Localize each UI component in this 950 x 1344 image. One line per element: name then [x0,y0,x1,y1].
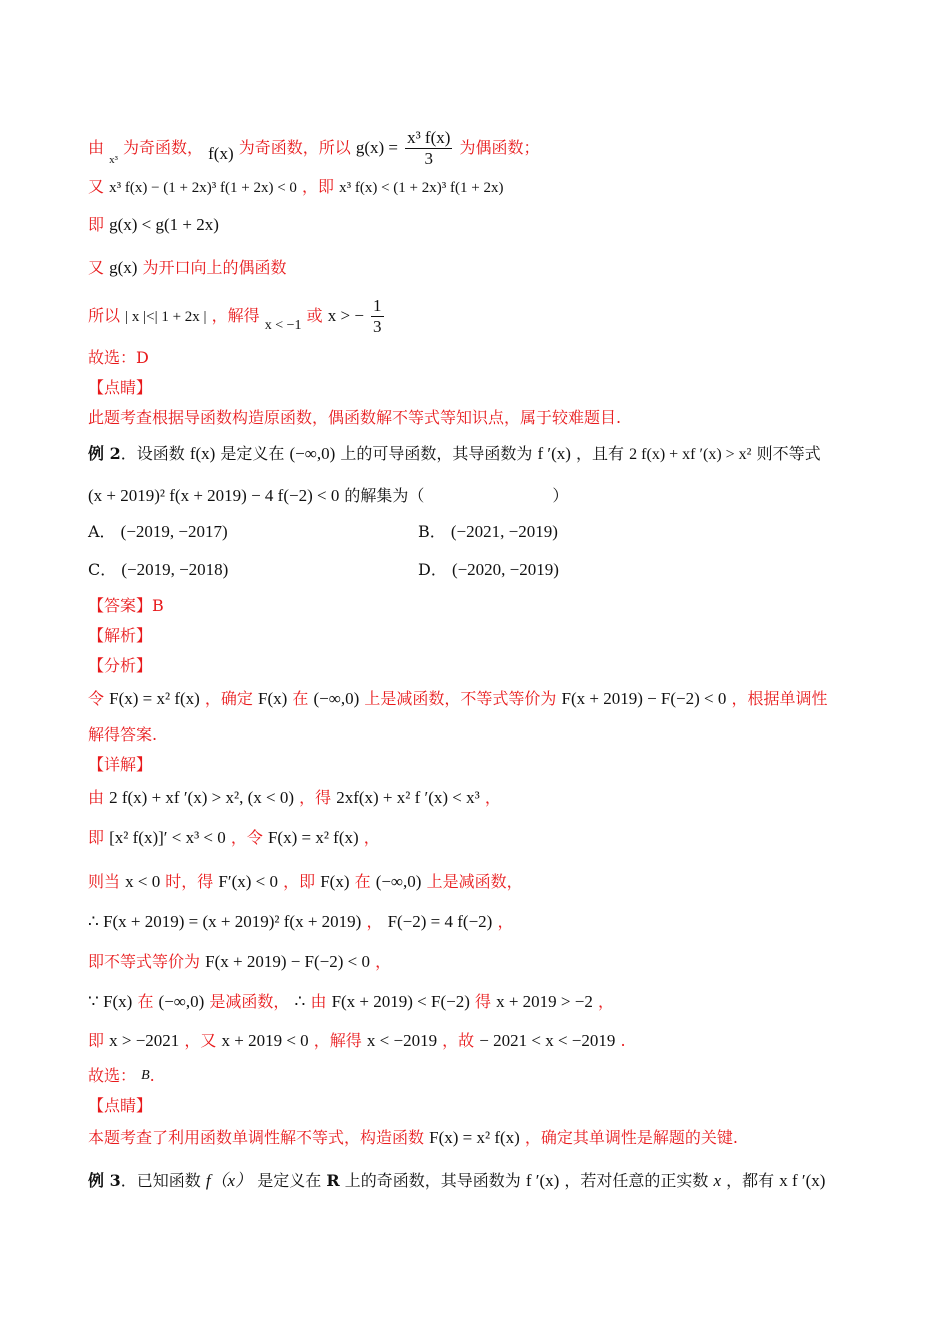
comment-heading: 【点睛】 [88,378,153,397]
math-F-neg2: F(−2) = 4 f(−2) [387,912,493,931]
option-b [418,521,558,543]
therefore-symbol: ∴ [294,992,306,1011]
text: ，解得 [313,1031,362,1050]
text: . [620,1031,626,1050]
option-c [88,559,228,581]
text: 得 [474,992,491,1011]
option-label: A． [88,522,116,541]
text: 上的可导函数，其导函数为 [340,444,533,463]
text: 则当 [88,872,121,891]
text: 所以 [88,306,121,325]
fraction-one-third [371,296,384,337]
math-f-x: f(x) [189,444,216,463]
math-inequality: [x² f(x)]′ < x³ < 0 [109,828,226,847]
math-inequality: x³ f(x) − (1 + 2x)³ f(1 + 2x) < 0 [109,180,297,196]
math-F-def: F(x) = x² f(x) [429,1128,520,1147]
text: 或 [306,306,323,325]
fraction-numerator: x³ f(x) [407,128,451,147]
example-2-question-line-2 [88,485,890,507]
text: 在 [292,689,309,708]
text: 即 [88,1031,105,1050]
option-value: (−2020, −2019) [451,560,559,579]
option-d [418,559,559,581]
text: 是定义在 [220,444,285,463]
math-B: B [141,1068,150,1083]
text: 故选： [88,1066,137,1085]
text: 为奇函数，所以 [238,138,351,157]
solution-line-1 [88,128,890,171]
math-F-expansion: ∴ F(x + 2019) = (x + 2019)² f(x + 2019) [88,912,362,931]
option-value: (−2021, −2019) [450,522,558,541]
math-inequality: x < −2019 [366,1031,438,1050]
math-x-negative: x < 0 [125,872,161,891]
math-x-f-prime: x f ′(x) [779,1171,826,1190]
answer-heading: 【答案】B [88,596,164,615]
answer-choice-line: 故选：D [88,348,149,367]
fraction-denominator: 3 [424,149,433,168]
math-target-inequality: (x + 2019)² f(x + 2019) − 4 f(−2) < 0 [88,486,340,505]
math-interval: (−∞,0) [158,992,205,1011]
breakdown-heading: 【分析】 [88,656,153,675]
math-solution-interval: − 2021 < x < −2019 [479,1031,616,1050]
example-2-question-line-1 [88,443,890,466]
text: 上是减函数， [426,872,523,891]
option-value: (−2019, −2018) [121,560,229,579]
text: 的解集为（ ） [344,486,569,505]
math-derivative: f ′(x) [537,444,571,463]
math-g-x: g(x) [109,258,138,277]
text: ， [497,912,514,931]
math-abs-inequality: | x |<| 1 + 2x | [125,309,207,325]
text: ，确定 [204,689,253,708]
math-inequality: g(x) < g(1 + 2x) [109,215,219,234]
text: ，即 [283,872,316,891]
text: 即 [88,828,105,847]
text: . [149,1066,155,1085]
math-F-prime: F′(x) < 0 [218,872,278,891]
detail-line-8 [88,1065,890,1087]
text: ， [366,912,383,931]
fraction-numerator: 1 [373,296,382,315]
math-inequality: x³ f(x) < (1 + 2x)³ f(1 + 2x) [339,180,504,196]
option-a [88,521,228,543]
text: ， [597,992,614,1011]
math-inequality: x > −2021 [109,1031,180,1050]
math-condition: 2 f(x) + xf ′(x) > x², (x < 0) [109,788,294,807]
analysis-line-2: 解得答案. [88,725,158,744]
text: ， [363,828,380,847]
text: 是减函数， [209,992,290,1011]
math-interval: (−∞,0) [375,872,422,891]
text: ， [484,788,501,807]
math-inequality: x + 2019 > −2 [496,992,593,1011]
text: 由 [88,788,105,807]
math-f-x: f(x) [208,144,234,163]
fraction-denominator: 3 [373,317,382,336]
math-solution-2: x > − [327,306,364,325]
comment-heading-2: 【点睛】 [88,1096,153,1115]
text: 在 [354,872,371,891]
text: ，都有 [726,1171,775,1190]
detail-line-6 [88,991,890,1013]
text: ，根据单调性 [731,689,828,708]
math-inequality: F(x + 2019) < F(−2) [331,992,470,1011]
math-interval: (−∞,0) [313,689,360,708]
text: 时，得 [165,872,214,891]
text: ，得 [299,788,332,807]
text: ，确定其单调性是解题的关键. [524,1128,738,1147]
detail-line-2 [88,827,890,849]
math-inequality: F(x + 2019) − F(−2) < 0 [561,689,727,708]
text: 又 [88,177,105,196]
text: 为开口向上的偶函数 [142,258,287,277]
math-F-def: F(x) = x² f(x) [267,828,359,847]
analysis-heading: 【解析】 [88,626,153,645]
math-F-x: F(x) [320,872,350,891]
option-label: C． [88,560,117,579]
text: 本题考查了利用函数单调性解不等式，构造函数 [88,1128,425,1147]
solution-line-2 [88,176,890,199]
detail-heading: 【详解】 [88,755,153,774]
text: 上的奇函数，其导函数为 [344,1171,521,1190]
detail-line-5 [88,951,890,973]
solution-line-4 [88,257,890,279]
example-label: 例 3 [88,1171,121,1190]
text: ，且有 [576,444,625,463]
math-R: R [326,1171,340,1190]
text: ，即 [302,177,335,196]
math-inequality: x + 2019 < 0 [221,1031,309,1050]
text: ， [375,952,392,971]
text: 为奇函数， [123,138,204,157]
math-F-x: ∵ F(x) [88,992,133,1011]
math-f-x: f（x） [205,1171,253,1190]
text: ．已知函数 [120,1171,201,1190]
detail-line-1 [88,787,890,809]
comment-text: 此题考查根据导函数构造原函数，偶函数解不等式等知识点，属于较难题目. [88,408,622,427]
text: 是定义在 [257,1171,322,1190]
detail-line-4 [88,911,890,933]
math-inequality: F(x + 2019) − F(−2) < 0 [205,952,371,971]
math-x: x [713,1171,722,1190]
solution-line-5 [88,296,890,337]
text: 为偶函数； [459,138,540,157]
math-derivative: f ′(x) [525,1171,560,1190]
option-label: D． [418,560,447,579]
math-x-cubed: x³ [109,154,118,166]
math-inequality: 2xf(x) + x² f ′(x) < x³ [336,788,480,807]
option-value: (−2019, −2017) [120,522,228,541]
text: 在 [137,992,154,1011]
text: 则不等式 [756,444,821,463]
math-solution-1: x < −1 [264,318,302,333]
detail-line-3 [88,871,890,893]
math-F-x: F(x) [258,689,288,708]
analysis-line-1 [88,688,890,710]
comment-text-2 [88,1127,890,1149]
math-interval: (−∞,0) [289,444,336,463]
text: 即 [88,215,105,234]
math-F-def: F(x) = x² f(x) [109,689,200,708]
fraction-x3fx-over-3 [405,128,452,169]
math-condition: 2 f(x) + xf ′(x) > x² [629,446,752,463]
detail-line-7 [88,1030,890,1052]
text: 上是减函数，不等式等价为 [364,689,557,708]
text: 即不等式等价为 [88,952,201,971]
example-label: 例 2 [88,444,121,463]
option-label: B． [418,522,446,541]
text: ，又 [184,1031,217,1050]
text: 令 [88,689,105,708]
text: 由 [310,992,327,1011]
text: ，令 [230,828,263,847]
text: 由 [88,138,105,157]
math-g-x-def: g(x) = [355,138,398,157]
solution-line-3 [88,214,890,236]
text: ，故 [442,1031,475,1050]
text: ，解得 [211,306,260,325]
text: ．设函数 [120,444,185,463]
example-3-question-line-1 [88,1170,890,1192]
text: 又 [88,258,105,277]
text: ，若对任意的正实数 [564,1171,709,1190]
